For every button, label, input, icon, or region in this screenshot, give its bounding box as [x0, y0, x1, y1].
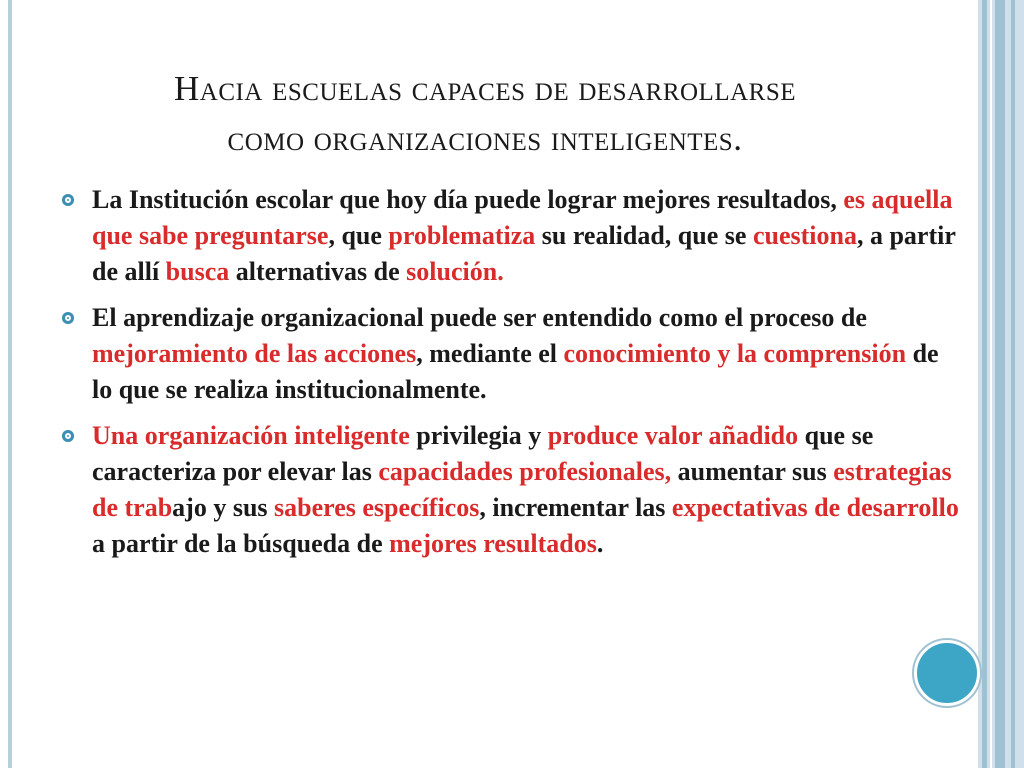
slide-title: [70, 64, 900, 164]
text-segment: , que: [328, 221, 389, 250]
bullet-text: [92, 185, 955, 286]
bullet-text: [92, 421, 959, 558]
highlighted-phrase: expectativas de desarrollo: [671, 493, 959, 522]
text-segment: de lo que se realiza institucionalmente.: [92, 339, 939, 404]
highlighted-phrase: Una organización inteligente: [92, 421, 410, 450]
highlighted-phrase: solución.: [406, 257, 504, 286]
bullet-item: [62, 182, 962, 290]
text-segment: su realidad, que se: [535, 221, 753, 250]
bullet-text: [92, 303, 939, 404]
right-band-stripe: [982, 0, 987, 768]
text-segment: alternativas de: [229, 257, 407, 286]
highlighted-phrase: estrategias de trab: [92, 457, 952, 522]
right-band-stripe: [1011, 0, 1015, 768]
bullet-item: [62, 418, 962, 562]
bullet-item: [62, 300, 962, 408]
text-segment: a partir de la búsqueda de: [92, 529, 390, 558]
highlighted-phrase: cuestiona: [752, 221, 857, 250]
ring-bullet-icon: [62, 430, 74, 442]
highlighted-phrase: conocimiento y la comprensión: [563, 339, 907, 368]
text-segment: privilegia y: [409, 421, 548, 450]
highlighted-phrase: es aquella que sabe preguntarse: [92, 185, 953, 250]
circle-icon: [914, 640, 980, 706]
highlighted-phrase: mejoramiento de las acciones: [92, 339, 417, 368]
left-decorative-rule: [8, 0, 12, 768]
ring-bullet-icon: [62, 312, 74, 324]
slide-title-line-2: como organizaciones inteligentes.: [227, 119, 743, 158]
text-segment: , mediante el: [416, 339, 564, 368]
text-segment: que se caracteriza por elevar las: [92, 421, 874, 486]
bullet-list: [62, 182, 962, 572]
text-segment: .: [596, 529, 604, 558]
ring-bullet-icon: [62, 194, 74, 206]
text-segment: , a partir de allí: [92, 221, 956, 286]
text-segment: La Institución escolar que hoy día puede lograr mejores resultados,: [92, 185, 844, 214]
highlighted-phrase: produce valor añadido: [547, 421, 799, 450]
highlighted-phrase: mejores resultados: [389, 529, 597, 558]
highlighted-phrase: busca: [165, 257, 230, 286]
highlighted-phrase: saberes específicos: [274, 493, 480, 522]
highlighted-phrase: capacidades profesionales,: [378, 457, 672, 486]
text-segment: El aprendizaje organizacional puede ser entendido como el proceso de: [92, 303, 867, 332]
text-segment: aumentar sus: [671, 457, 834, 486]
text-segment: ajo y sus: [172, 493, 275, 522]
highlighted-phrase: problematiza: [388, 221, 536, 250]
slide-title-line-1: Hacia escuelas capaces de desarrollarse: [174, 69, 796, 108]
right-band-stripe: [995, 0, 1005, 768]
text-segment: , incrementar las: [479, 493, 672, 522]
right-band-stripe: [990, 0, 992, 768]
